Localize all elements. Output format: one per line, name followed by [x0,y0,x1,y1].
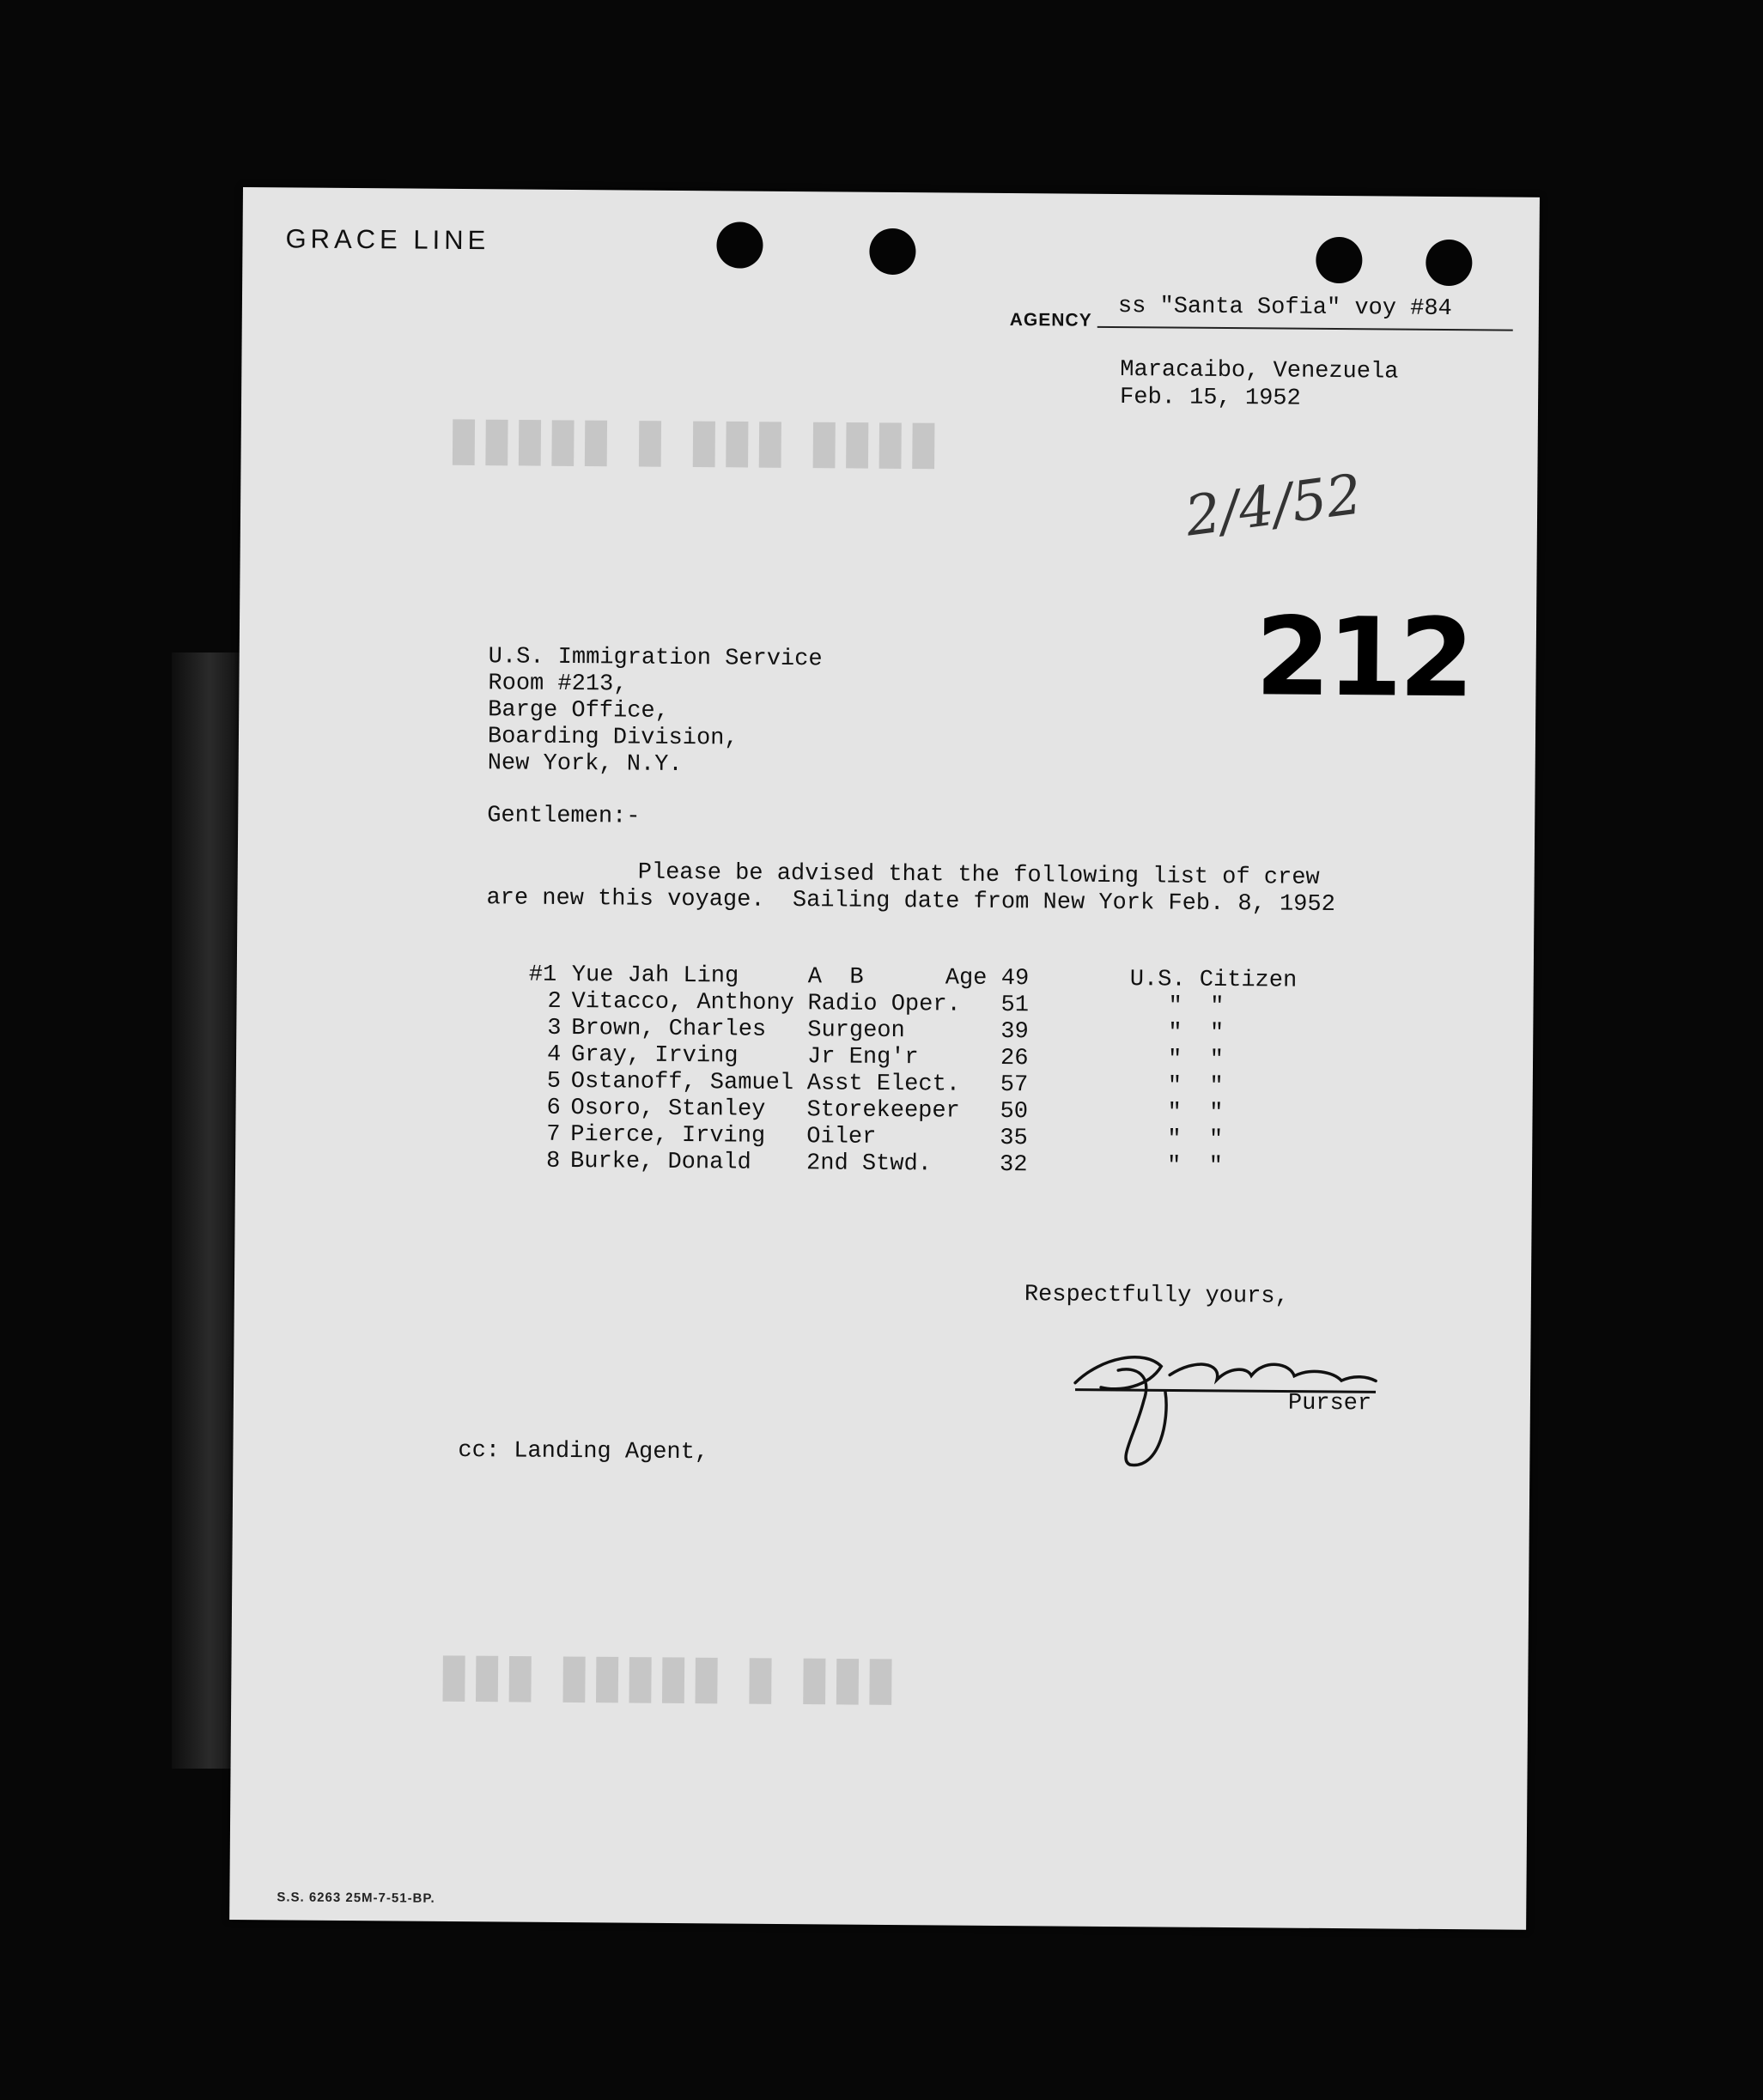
crew-rating: Radio Oper. [807,991,961,1018]
crew-name: Yue Jah Ling [571,962,739,990]
crew-status: " " [1167,1126,1224,1153]
crew-no: 5 [546,1068,562,1095]
file-number: 212 [1255,593,1472,722]
crew-no: 2 [547,988,562,1015]
addressee-line: New York, N.Y. [487,750,683,779]
crew-no: 4 [546,1041,562,1068]
crew-age: 32 [999,1151,1028,1179]
crew-age: 26 [1000,1045,1029,1072]
cc-line: cc: Landing Agent, [458,1438,709,1466]
crew-name: Pierce, Irving [570,1122,766,1150]
crew-name: Osoro, Stanley [570,1096,766,1123]
crew-status: " " [1167,1047,1224,1073]
crew-status: U.S. Citizen [1129,967,1298,994]
crew-age: 49 [1000,965,1030,992]
crew-status: " " [1168,993,1225,1021]
crew-name: Ostanoff, Samuel [570,1069,794,1097]
show-through-marks: ▮▮▮▮ ▮▮▮ ▮ ▮▮▮▮▮ [447,411,940,487]
crew-name: Brown, Charles [571,1016,767,1043]
crew-rating: Oiler [806,1124,877,1150]
crew-status: " " [1167,1073,1224,1100]
addressee-line: Room #213, [488,671,628,698]
punch-hole [1316,237,1362,283]
crew-rating: Asst Elect. [806,1071,961,1098]
addressee-line: U.S. Immigration Service [488,644,823,673]
crew-age: 50 [1000,1098,1029,1126]
body-line: Please be advised that the following list of crew [637,859,1320,891]
agency-value: ss "Santa Sofia" voy #84 [1117,294,1452,323]
crew-name: Gray, Irving [570,1042,739,1070]
crew-name: Vitacco, Anthony [571,989,794,1017]
crew-age: 35 [1000,1125,1028,1152]
crew-age-label: Age [945,965,988,992]
show-through-marks: ▮▮▮ ▮ ▮▮▮▮▮ ▮▮▮ [436,1648,897,1723]
crew-no: 7 [546,1121,561,1148]
place: Maracaibo, Venezuela [1120,357,1399,385]
crew-list [527,962,1388,1193]
letterhead: GRACE LINE [285,223,490,256]
crew-rating: Storekeeper [806,1097,960,1125]
crew-no: 8 [545,1148,561,1174]
agency-underline [1097,326,1513,331]
punch-hole [716,222,763,268]
addressee-line: Boarding Division, [487,724,739,752]
crew-row [527,1149,1386,1182]
agency-label: AGENCY [1009,310,1092,331]
crew-name: Burke, Donald [569,1149,751,1176]
crew-rating: 2nd Stwd. [806,1150,933,1178]
punch-hole [869,228,915,275]
salutation: Gentlemen:- [487,803,641,830]
crew-age: 57 [1000,1071,1029,1099]
punch-hole [1426,240,1472,286]
handwritten-date: 2/4/52 [1182,463,1366,549]
crew-status: " " [1168,1020,1225,1047]
crew-no: #1 [528,962,557,988]
form-code: S.S. 6263 25M-7-51-BP. [277,1890,435,1906]
crew-rating: A B [807,964,864,991]
crew-rating: Surgeon [807,1017,905,1045]
closing: Respectfully yours, [1024,1282,1289,1310]
crew-age: 39 [1000,1018,1029,1046]
crew-no: 6 [546,1095,561,1121]
addressee-line: Barge Office, [488,697,669,725]
body-line: are new this voyage. Sailing date from New York Feb. 8, 1952 [486,885,1335,919]
letter-date: Feb. 15, 1952 [1119,385,1301,412]
crew-age: 51 [1000,992,1030,1019]
crew-status: " " [1167,1100,1224,1126]
letter-page [229,187,1540,1930]
crew-no: 3 [547,1015,562,1041]
crew-rating: Jr Eng'r [806,1044,919,1071]
signature-title: Purser [1287,1390,1372,1417]
crew-status: " " [1166,1153,1224,1180]
